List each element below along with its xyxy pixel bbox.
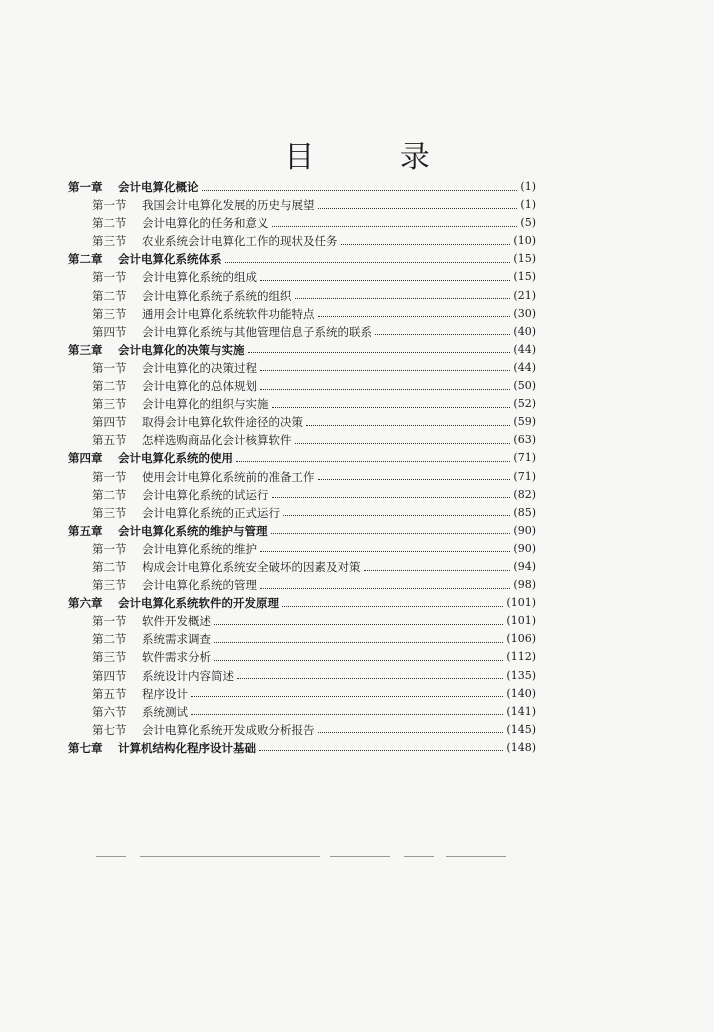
toc-entry-title: 系统需求调查 [142, 632, 211, 647]
toc-leader-dots [282, 606, 503, 607]
toc-section-row [68, 359, 536, 377]
toc-leader-dots [283, 515, 510, 516]
toc-entry-title: 会计电算化系统的维护与管理 [118, 523, 268, 538]
toc-section-row [68, 504, 536, 522]
toc-entry-page: (5) [520, 216, 536, 230]
toc-entry-title: 我国会计电算化发展的历史与展望 [142, 198, 315, 213]
toc-entry-title: 农业系统会计电算化工作的现状及任务 [142, 234, 338, 249]
toc-entry-number: 第三节 [92, 306, 127, 321]
footer-rule-4 [404, 856, 434, 857]
toc-section-row [68, 323, 536, 341]
toc-entry-page: (21) [513, 288, 536, 302]
toc-entry-number: 第三节 [92, 234, 127, 249]
toc-section-row [68, 468, 536, 486]
toc-leader-dots [214, 642, 503, 643]
toc-leader-dots [272, 407, 511, 408]
toc-entry-title: 会计电算化的组织与实施 [142, 397, 269, 412]
toc-entry-number: 第四节 [92, 668, 127, 683]
toc-section-row [68, 395, 536, 413]
toc-entry-title: 会计电算化的任务和意义 [142, 216, 269, 231]
footer-rule-5 [446, 856, 506, 857]
toc-section-row [68, 486, 536, 504]
toc-entry-number: 第六节 [92, 704, 127, 719]
toc-entry-page: (1) [520, 198, 536, 212]
toc-entry-number: 第一节 [92, 469, 127, 484]
toc-leader-dots [248, 352, 511, 353]
toc-leader-dots [260, 370, 510, 371]
toc-section-row [68, 268, 536, 286]
toc-section-row [68, 232, 536, 250]
toc-section-row [68, 540, 536, 558]
toc-leader-dots [214, 624, 503, 625]
toc-entry-page: (141) [506, 704, 536, 718]
toc-leader-dots [272, 226, 518, 227]
toc-section-row [68, 431, 536, 449]
toc-entry-number: 第一节 [92, 270, 127, 285]
toc-entry-page: (59) [513, 415, 536, 429]
toc-entry-number: 第五章 [68, 523, 103, 538]
toc-entry-page: (98) [513, 578, 536, 592]
toc-entry-title: 取得会计电算化软件途径的决策 [142, 415, 303, 430]
toc-entry-number: 第四章 [68, 451, 103, 466]
toc-leader-dots [318, 479, 511, 480]
toc-entry-title: 会计电算化系统的管理 [142, 578, 257, 593]
toc-chapter-row [68, 594, 536, 612]
toc-entry-number: 第三节 [92, 505, 127, 520]
toc-entry-page: (112) [506, 650, 536, 664]
footer-rule-2 [140, 856, 320, 857]
toc-section-row [68, 612, 536, 630]
toc-leader-dots [237, 678, 503, 679]
toc-entry-title: 会计电算化系统软件的开发原理 [118, 596, 279, 611]
toc-entry-page: (94) [513, 559, 536, 573]
toc-entry-page: (101) [506, 596, 536, 610]
toc-entry-title: 会计电算化的决策过程 [142, 360, 257, 375]
toc-section-row [68, 630, 536, 648]
toc-entry-title: 系统设计内容简述 [142, 668, 234, 683]
toc-entry-number: 第三节 [92, 578, 127, 593]
toc-entry-title: 会计电算化系统的维护 [142, 541, 257, 556]
toc-leader-dots [364, 570, 511, 571]
toc-section-row [68, 214, 536, 232]
toc-leader-dots [271, 533, 511, 534]
toc-entry-number: 第五节 [92, 686, 127, 701]
toc-entry-page: (15) [513, 252, 536, 266]
toc-entry-page: (1) [520, 180, 536, 193]
toc-entry-page: (30) [513, 306, 536, 320]
toc-entry-page: (106) [506, 632, 536, 646]
toc-entry-page: (40) [513, 324, 536, 338]
toc-entry-page: (140) [506, 686, 536, 700]
table-of-contents [68, 178, 536, 757]
toc-entry-page: (101) [506, 614, 536, 628]
toc-chapter-row [68, 739, 536, 757]
toc-entry-page: (44) [513, 360, 536, 374]
toc-section-row [68, 685, 536, 703]
toc-chapter-row [68, 178, 536, 196]
toc-leader-dots [191, 714, 503, 715]
toc-leader-dots [295, 298, 511, 299]
footer-rule-3 [330, 856, 390, 857]
toc-entry-title: 会计电算化系统的组成 [142, 270, 257, 285]
toc-entry-number: 第二节 [92, 216, 127, 231]
toc-entry-title: 会计电算化系统与其他管理信息子系统的联系 [142, 324, 372, 339]
toc-entry-number: 第二节 [92, 559, 127, 574]
toc-entry-number: 第一节 [92, 198, 127, 213]
toc-entry-page: (10) [513, 234, 536, 248]
toc-entry-number: 第五节 [92, 433, 127, 448]
toc-leader-dots [260, 551, 510, 552]
toc-entry-number: 第一节 [92, 614, 127, 629]
toc-entry-number: 第三章 [68, 342, 103, 357]
toc-entry-number: 第二节 [92, 379, 127, 394]
toc-entry-title: 计算机结构化程序设计基础 [118, 740, 256, 755]
toc-entry-number: 第一节 [92, 541, 127, 556]
toc-entry-title: 会计电算化的总体规划 [142, 379, 257, 394]
toc-leader-dots [295, 443, 511, 444]
toc-entry-page: (44) [513, 342, 536, 356]
toc-entry-page: (50) [513, 379, 536, 393]
toc-entry-number: 第一章 [68, 180, 103, 194]
toc-leader-dots [214, 660, 503, 661]
toc-entry-page: (82) [513, 487, 536, 501]
toc-entry-page: (52) [513, 397, 536, 411]
toc-leader-dots [272, 497, 511, 498]
toc-entry-page: (15) [513, 270, 536, 284]
toc-entry-page: (90) [513, 523, 536, 537]
toc-entry-title: 会计电算化系统子系统的组织 [142, 288, 292, 303]
toc-entry-page: (90) [513, 541, 536, 555]
toc-entry-title: 会计电算化的决策与实施 [118, 342, 245, 357]
toc-section-row [68, 648, 536, 666]
toc-entry-title: 会计电算化系统的正式运行 [142, 505, 280, 520]
toc-section-row [68, 287, 536, 305]
toc-entry-title: 软件需求分析 [142, 650, 211, 665]
toc-entry-number: 第四节 [92, 324, 127, 339]
toc-section-row [68, 196, 536, 214]
toc-leader-dots [318, 316, 511, 317]
toc-leader-dots [259, 750, 503, 751]
toc-entry-page: (145) [506, 722, 536, 736]
toc-entry-number: 第三节 [92, 650, 127, 665]
toc-entry-title: 系统测试 [142, 704, 188, 719]
toc-entry-title: 软件开发概述 [142, 614, 211, 629]
toc-leader-dots [341, 244, 511, 245]
toc-entry-title: 怎样选购商品化会计核算软件 [142, 433, 292, 448]
toc-entry-title: 构成会计电算化系统安全破坏的因素及对策 [142, 559, 361, 574]
toc-entry-number: 第二节 [92, 288, 127, 303]
toc-leader-dots [260, 280, 510, 281]
toc-leader-dots [236, 461, 510, 462]
toc-section-row [68, 721, 536, 739]
toc-entry-page: (63) [513, 433, 536, 447]
toc-leader-dots [260, 389, 510, 390]
toc-section-row [68, 377, 536, 395]
toc-section-row [68, 305, 536, 323]
footer-rule-1 [96, 856, 126, 857]
toc-section-row [68, 558, 536, 576]
toc-entry-page: (85) [513, 505, 536, 519]
toc-entry-number: 第四节 [92, 415, 127, 430]
toc-leader-dots [318, 208, 518, 209]
toc-leader-dots [260, 588, 510, 589]
toc-chapter-row [68, 341, 536, 359]
toc-entry-number: 第六章 [68, 596, 103, 611]
toc-entry-number: 第七节 [92, 722, 127, 737]
toc-leader-dots [225, 262, 511, 263]
toc-entry-title: 通用会计电算化系统软件功能特点 [142, 306, 315, 321]
toc-entry-number: 第七章 [68, 740, 103, 755]
toc-section-row [68, 667, 536, 685]
toc-entry-page: (135) [506, 668, 536, 682]
toc-entry-page: (148) [506, 740, 536, 754]
toc-entry-title: 会计电算化系统开发成败分析报告 [142, 722, 315, 737]
toc-leader-dots [306, 425, 510, 426]
toc-leader-dots [318, 732, 504, 733]
toc-chapter-row [68, 250, 536, 268]
toc-entry-number: 第二节 [92, 632, 127, 647]
toc-entry-page: (71) [513, 469, 536, 483]
toc-chapter-row [68, 522, 536, 540]
toc-entry-title: 使用会计电算化系统前的准备工作 [142, 469, 315, 484]
toc-section-row [68, 576, 536, 594]
toc-leader-dots [375, 334, 510, 335]
toc-entry-title: 会计电算化系统的使用 [118, 451, 233, 466]
toc-entry-page: (71) [513, 451, 536, 465]
toc-chapter-row [68, 449, 536, 467]
page-title: 目 录 [284, 140, 468, 176]
toc-entry-number: 第二节 [92, 487, 127, 502]
toc-section-row [68, 703, 536, 721]
toc-section-row [68, 413, 536, 431]
toc-entry-number: 第一节 [92, 360, 127, 375]
toc-entry-title: 会计电算化概论 [118, 180, 199, 194]
toc-leader-dots [202, 190, 518, 191]
toc-entry-number: 第二章 [68, 252, 103, 267]
toc-entry-number: 第三节 [92, 397, 127, 412]
toc-entry-title: 程序设计 [142, 686, 188, 701]
toc-leader-dots [191, 696, 503, 697]
toc-entry-title: 会计电算化系统体系 [118, 252, 222, 267]
toc-entry-title: 会计电算化系统的试运行 [142, 487, 269, 502]
